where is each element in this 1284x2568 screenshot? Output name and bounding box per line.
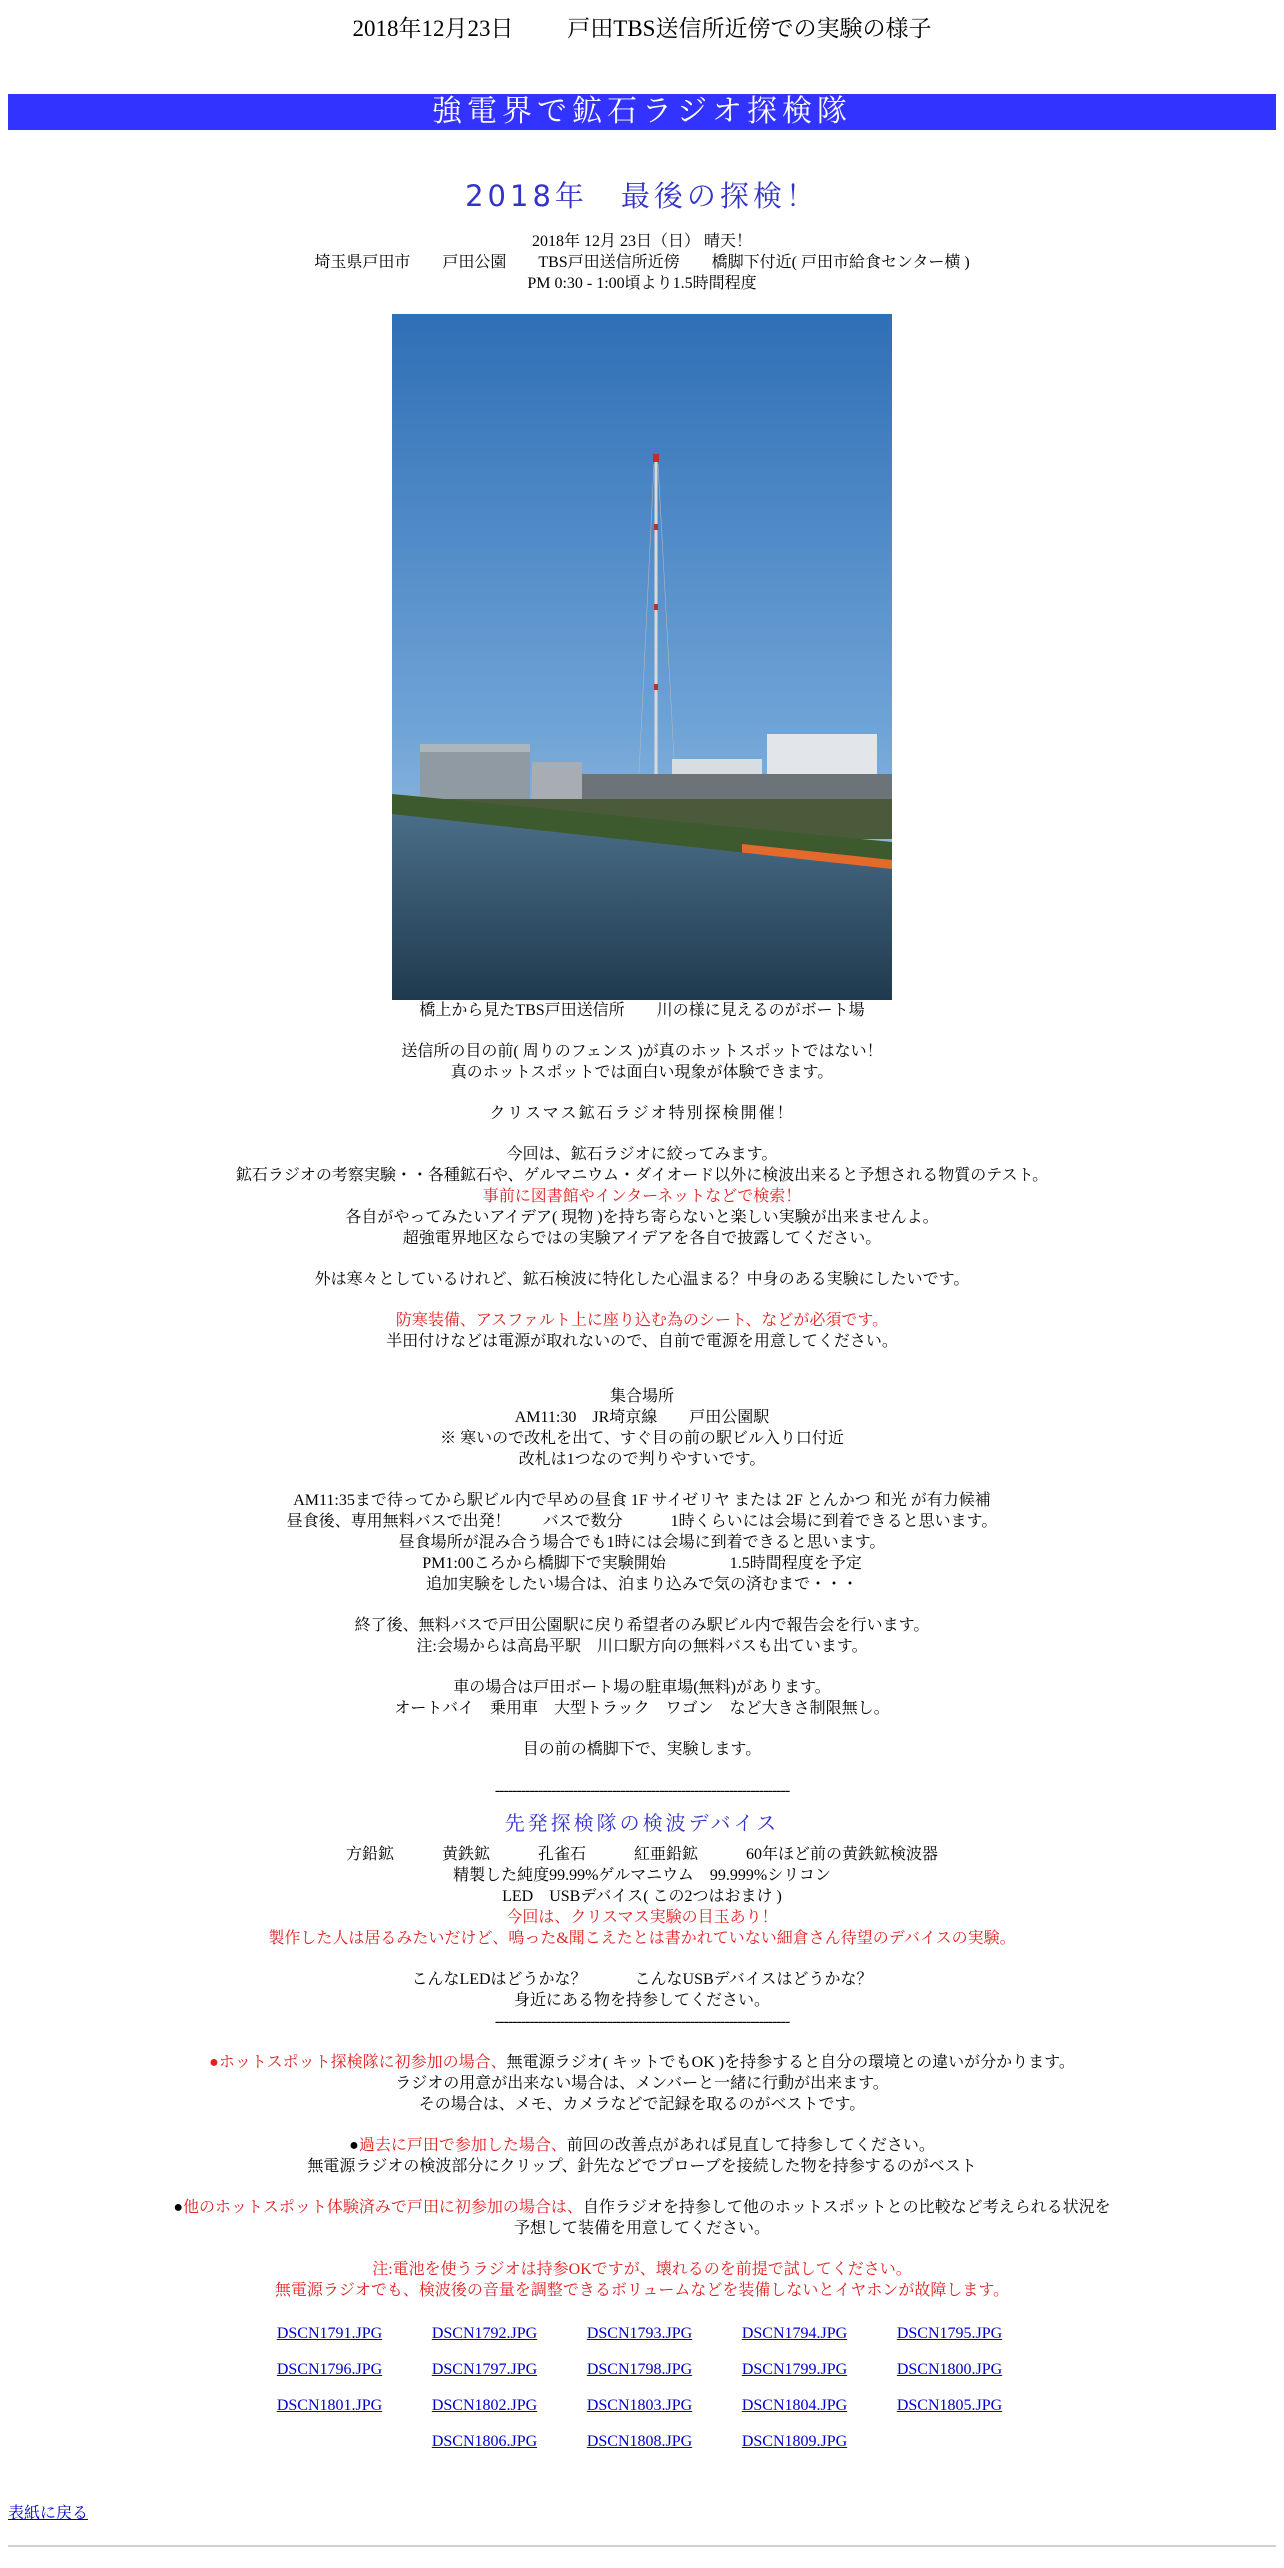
- photo-file-link[interactable]: DSCN1803.JPG: [586, 2397, 693, 2414]
- meeting-line: ※ 寒いので改札を出て、すぐ目の前の駅ビル入り口付近: [440, 1430, 844, 1447]
- question-line: 身近にある物を持参してください。: [513, 1992, 770, 2009]
- plan-line: 各自がやってみたいアイデア( 現物 )を持ち寄らないと楽しい実験が出来ませんよ。: [345, 1209, 939, 1226]
- photo-file-link[interactable]: DSCN1794.JPG: [741, 2325, 848, 2342]
- file-link-cell: [872, 2397, 1027, 2415]
- tower-photo-image: [392, 314, 892, 1000]
- back-to-cover-link[interactable]: 表紙に戻る: [8, 2505, 89, 2522]
- photo-file-link[interactable]: DSCN1793.JPG: [586, 2325, 693, 2342]
- note-line: ●他のホットスポット体験済みで戸田に初参加の場合は、自作ラジオを持参して他のホットスポットとの比較など考えられる状況を: [173, 2199, 1111, 2216]
- intro-line: 送信所の目の前( 周りのフェンス )が真のホットスポットではない！: [401, 1043, 883, 1060]
- photo-file-link[interactable]: DSCN1792.JPG: [431, 2325, 538, 2342]
- special-announcement: クリスマス鉱石ラジオ特別探検開催！: [489, 1105, 795, 1122]
- devices-highlight: 製作した人は居るみたいだけど、鳴った&聞こえたとは書かれていない細倉さん待望のデバイスの実験。: [268, 1930, 1016, 1947]
- file-link-cell: [717, 2361, 872, 2379]
- warning-line: 注:電池を使うラジオは持参OKですが、壊れるのを前提で試してください。: [372, 2261, 912, 2278]
- divider: --------------------------------------------------------------------: [494, 2013, 790, 2030]
- gear-line: 半田付けなどは電源が取れないので、自前で電源を用意してください。: [386, 1333, 898, 1350]
- schedule-line: 昼食場所が混み合う場合でも1時には会場に到着できると思います。: [398, 1534, 886, 1551]
- plan-line: 今回は、鉱石ラジオに絞ってみます。: [506, 1146, 778, 1163]
- photo-file-link[interactable]: DSCN1795.JPG: [896, 2325, 1003, 2342]
- cold-note: 外は寒々としているけれど、鉱石検波に特化した心温まる？中身のある実験にしたいです。: [314, 1271, 970, 1288]
- schedule-info: [0, 1490, 1284, 1595]
- devices-line: 精製した純度99.99%ゲルマニウム 99.999%シリコン: [453, 1867, 831, 1884]
- photo-file-link[interactable]: DSCN1802.JPG: [431, 2397, 538, 2414]
- file-link-cell: [717, 2433, 872, 2451]
- meeting-line: 改札は1つなので判りやすいです。: [518, 1451, 766, 1468]
- gear-highlight: 防寒装備、アスファルト上に座り込む為のシート、などが必須です。: [395, 1312, 889, 1329]
- note-line: 予想して装備を用意してください。: [513, 2220, 770, 2237]
- file-link-cell: [252, 2325, 407, 2343]
- photo-file-link[interactable]: DSCN1809.JPG: [741, 2433, 848, 2450]
- file-link-cell: [872, 2361, 1027, 2379]
- plan-line: 鉱石ラジオの考察実験・・各種鉱石や、ゲルマニウム・ダイオード以外に検波出来ると予想される物質のテスト。: [235, 1167, 1049, 1184]
- photo-file-link[interactable]: DSCN1798.JPG: [586, 2361, 693, 2378]
- note-line: 無電源ラジオの検波部分にクリップ、針先などでプローブを接続した物を持参するのがベスト: [307, 2158, 977, 2175]
- photo-file-link[interactable]: DSCN1806.JPG: [431, 2433, 538, 2450]
- file-link-cell: [407, 2325, 562, 2343]
- file-link-cell: [717, 2397, 872, 2415]
- intro-text: [0, 1041, 1284, 1083]
- devices-line: LED USBデバイス( この2つはおまけ ): [502, 1888, 782, 1905]
- back-to-cover: [8, 2500, 88, 2523]
- plan-highlight: 事前に図書館やインターネットなどで検索！: [482, 1188, 802, 1205]
- plan-line: 超強電界地区ならではの実験アイデアを各自で披露してください。: [402, 1230, 882, 1247]
- schedule-line: PM1:00ころから橋脚下で実験開始 1.5時間程度を予定: [422, 1555, 862, 1572]
- car-line: オートバイ 乗用車 大型トラック ワゴン など大きさ制限無し。: [394, 1700, 890, 1717]
- photo-file-link[interactable]: DSCN1791.JPG: [276, 2325, 383, 2342]
- photo-file-link[interactable]: DSCN1800.JPG: [896, 2361, 1003, 2378]
- note-line: ●ホットスポット探検隊に初参加の場合、無電源ラジオ( キットでもOK )を持参すると自分の環境との違いが分かります。: [209, 2054, 1075, 2071]
- event-place: 埼玉県戸田市 戸田公園 TBS戸田送信所近傍 橋脚下付近( 戸田市給食センター横 ): [314, 254, 970, 271]
- file-link-cell: [562, 2433, 717, 2451]
- meeting-info: [0, 1386, 1284, 1470]
- photo-file-link[interactable]: DSCN1796.JPG: [276, 2361, 383, 2378]
- note-line: ラジオの用意が出来ない場合は、メンバーと一緒に行動が出来ます。: [395, 2075, 889, 2092]
- photo-file-link[interactable]: DSCN1808.JPG: [586, 2433, 693, 2450]
- note-line: その場合は、メモ、カメラなどで記録を取るのがベストです。: [418, 2096, 866, 2113]
- warning-line: 無電源ラジオでも、検波後の音量を調整できるボリュームなどを装備しないとイヤホンが故障します。: [274, 2282, 1010, 2299]
- after-line: 終了後、無料バスで戸田公園駅に戻り希望者のみ駅ビル内で報告会を行います。: [354, 1617, 930, 1634]
- intro-line: 真のホットスポットでは面白い現象が体験できます。: [450, 1064, 834, 1081]
- schedule-line: 昼食後、専用無料バスで出発！ バスで数分 1時くらいには会場に到着できると思います。: [286, 1513, 998, 1530]
- devices-line: 方鉛鉱 黄鉄鉱 孔雀石 紅亜鉛鉱 60年ほど前の黄鉄鉱検波器: [345, 1846, 938, 1863]
- file-link-cell: [872, 2325, 1027, 2343]
- file-link-cell: [407, 2397, 562, 2415]
- devices-list: [0, 1844, 1284, 1949]
- photo-file-link[interactable]: DSCN1799.JPG: [741, 2361, 848, 2378]
- page-headline: 2018年 最後の探検！: [465, 179, 819, 213]
- after-info: [0, 1615, 1284, 1657]
- photo-caption: 橋上から見たTBS戸田送信所 川の様に見えるのがボート場: [419, 1002, 865, 1019]
- schedule-line: 追加実験をしたい場合は、泊まり込みで気の済むまで・・・: [425, 1576, 858, 1593]
- car-info: [0, 1677, 1284, 1719]
- battery-warning: [0, 2259, 1284, 2301]
- plan-text: [0, 1144, 1284, 1249]
- photo-file-list: [252, 2325, 1032, 2451]
- event-date: 2018年 12月 23日（日） 晴天！: [531, 233, 752, 250]
- event-time: PM 0:30 - 1:00頃より1.5時間程度: [527, 275, 757, 292]
- bottom-rule: [8, 2545, 1276, 2547]
- devices-highlight: 今回は、クリスマス実験の目玉あり！: [506, 1909, 778, 1926]
- gear-note: [0, 1310, 1284, 1352]
- notes-past-toda: [0, 2135, 1284, 2177]
- file-link-cell: [252, 2397, 407, 2415]
- file-link-cell: [562, 2325, 717, 2343]
- schedule-line: AM11:35まで待ってから駅ビル内で早めの昼食 1F サイゼリヤ または 2F とんかつ 和光 が有力候補: [293, 1492, 991, 1509]
- photo-file-link[interactable]: DSCN1804.JPG: [741, 2397, 848, 2414]
- meeting-line: AM11:30 JR埼京線 戸田公園駅: [514, 1409, 770, 1426]
- notes-other-hotspot: [0, 2197, 1284, 2239]
- photo-file-link[interactable]: DSCN1797.JPG: [431, 2361, 538, 2378]
- file-link-cell: [562, 2361, 717, 2379]
- meeting-title: 集合場所: [609, 1388, 674, 1405]
- question-text: [0, 1969, 1284, 2032]
- header-date: 2018年12月23日: [352, 16, 514, 41]
- location-note: 目の前の橋脚下で、実験します。: [522, 1741, 762, 1758]
- note-line: ●過去に戸田で参加した場合、前回の改善点があれば見直して持参してください。: [349, 2137, 935, 2154]
- after-line: 注:会場からは高島平駅 川口駅方向の無料バスも出ています。: [416, 1638, 868, 1655]
- photo-file-link[interactable]: DSCN1801.JPG: [276, 2397, 383, 2414]
- file-link-cell: [407, 2433, 562, 2451]
- header-title: 戸田TBS送信所近傍での実験の様子: [567, 16, 932, 41]
- question-line: こんなLEDはどうかな？ こんなUSBデバイスはどうかな？: [411, 1971, 873, 1988]
- photo-file-link[interactable]: DSCN1805.JPG: [896, 2397, 1003, 2414]
- devices-title: 先発探検隊の検波デバイス: [504, 1811, 780, 1835]
- file-link-cell: [717, 2325, 872, 2343]
- divider: --------------------------------------------------------------------: [494, 1782, 790, 1799]
- file-link-cell: [562, 2397, 717, 2415]
- tower-photo: [392, 314, 892, 1000]
- title-banner: 強電界で鉱石ラジオ探検隊: [8, 94, 1276, 130]
- notes-first-time: [0, 2052, 1284, 2115]
- page-header: [0, 0, 1284, 50]
- file-link-cell: [252, 2361, 407, 2379]
- event-info: [0, 231, 1284, 294]
- car-line: 車の場合は戸田ボート場の駐車場(無料)があります。: [453, 1679, 831, 1696]
- file-link-cell: [407, 2361, 562, 2379]
